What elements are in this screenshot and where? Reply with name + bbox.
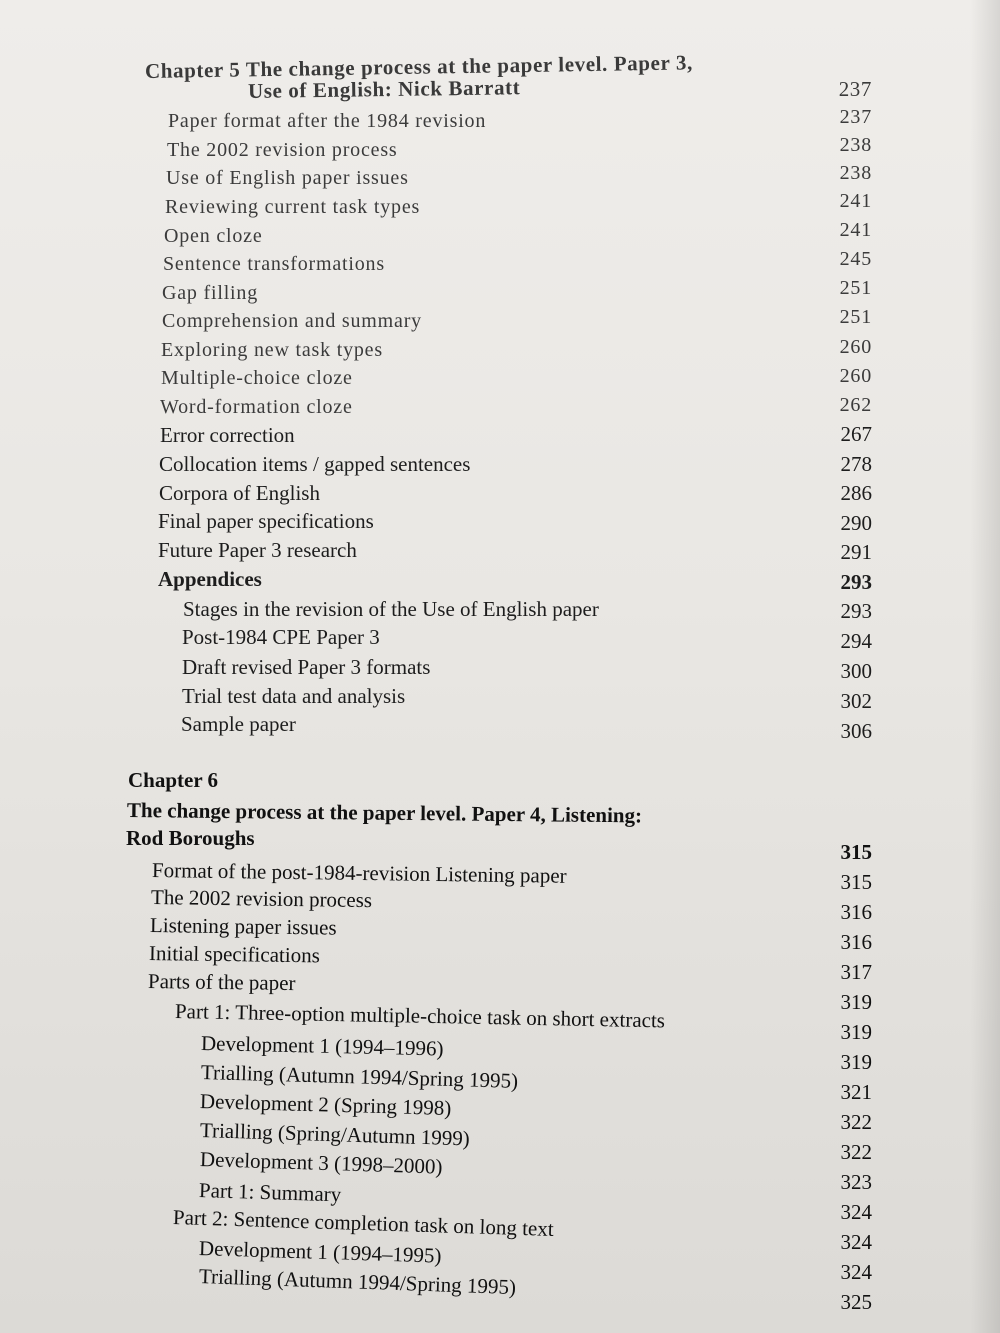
toc-entry-label: Parts of the paper — [147, 969, 296, 996]
toc-entry-label: Stages in the revision of the Use of English paper — [183, 597, 599, 621]
toc-entry-label: Trial test data and analysis — [182, 684, 406, 708]
toc-entry — [183, 596, 599, 622]
toc-entry-page: 237 — [839, 106, 872, 128]
toc-entry — [162, 308, 422, 334]
toc-entry-label: Word-formation cloze — [160, 396, 353, 418]
toc-entry-label: Trialling (Autumn 1994/Spring 1995) — [198, 1264, 517, 1300]
chapter-6-heading-text-2: The change process at the paper level. Paper 4, Listening: — [126, 798, 643, 828]
toc-entry — [199, 1177, 342, 1207]
toc-entry — [201, 1030, 444, 1061]
toc-entry-label: Open cloze — [164, 225, 263, 247]
toc-entry-label: Format of the post-1984-revision Listening paper — [151, 858, 567, 888]
toc-entry-label: Trialling (Autumn 1994/Spring 1995) — [200, 1060, 519, 1093]
toc-entry-label: Development 2 (Spring 1998) — [199, 1089, 452, 1121]
chapter-5-heading-text-1: Chapter 5 The change process at the paper level. Paper 3, — [144, 50, 694, 83]
toc-entry-label: The 2002 revision process — [167, 139, 398, 161]
toc-entry — [168, 108, 486, 134]
toc-entry — [166, 165, 409, 191]
toc-entry-page: 241 — [839, 219, 872, 241]
toc-entry-page: 260 — [839, 336, 872, 358]
toc-entry-label: Paper format after the 1984 revision — [168, 110, 487, 132]
toc-entry — [167, 137, 398, 163]
toc-entry — [200, 1146, 443, 1180]
toc-entry — [181, 711, 296, 737]
toc-entry-label: Sample paper — [181, 712, 296, 736]
chapter-6-heading-line-1 — [128, 767, 218, 793]
toc-entry-page: 324 — [840, 1230, 872, 1254]
toc-entry-page: 251 — [839, 306, 872, 328]
toc-entry — [160, 394, 353, 420]
toc-entry-page: 324 — [840, 1260, 872, 1284]
toc-entry-page: 300 — [840, 659, 872, 683]
toc-entry-label: Development 1 (1994–1996) — [200, 1031, 444, 1061]
toc-entry-page: 306 — [840, 719, 872, 743]
chapter-5-heading-page: 237 — [838, 77, 872, 101]
toc-entry — [165, 194, 420, 220]
toc-entry-label: Part 1: Summary — [198, 1178, 342, 1207]
toc-entry — [182, 624, 380, 650]
toc-entry-page: 260 — [839, 365, 872, 387]
toc-entry-page: 238 — [839, 162, 872, 184]
chapter-5-heading-text-2: Use of English: Nick Barratt — [247, 75, 521, 103]
toc-entry — [164, 223, 263, 249]
toc-entry — [182, 683, 405, 709]
toc-entry-page: 245 — [839, 248, 872, 270]
toc-entry-page: 315 — [840, 870, 872, 894]
toc-entry-page: 319 — [840, 1020, 872, 1044]
toc-entry — [175, 998, 665, 1033]
toc-entry-label: Final paper specifications — [158, 509, 374, 533]
toc-entry-label: Part 1: Three-option multiple-choice task on short extracts — [174, 999, 666, 1033]
toc-entry-label: Use of English paper issues — [166, 167, 409, 189]
toc-entry — [150, 912, 337, 941]
toc-entry-label: Appendices — [158, 567, 262, 591]
toc-entry-page: 321 — [840, 1080, 872, 1104]
toc-entry — [159, 480, 320, 506]
toc-entry — [149, 940, 320, 968]
chapter-6-heading-line-3 — [126, 825, 255, 851]
toc-entry-page: 262 — [839, 394, 872, 416]
appendices-page: 293 — [840, 570, 872, 594]
chapter-6-heading-text-3: Rod Boroughs — [126, 826, 255, 850]
toc-entry-page: 302 — [840, 689, 872, 713]
toc-entry-page: 325 — [840, 1290, 872, 1314]
chapter-6-heading-page: 315 — [840, 840, 872, 864]
toc-entry-label: Comprehension and summary — [162, 310, 422, 332]
toc-entry — [163, 251, 385, 277]
toc-entry — [160, 422, 295, 448]
toc-entry-page: 238 — [839, 134, 872, 156]
toc-entry — [161, 337, 383, 363]
toc-entry-label: Trialling (Spring/Autumn 1999) — [199, 1118, 471, 1151]
toc-entry-label: Exploring new task types — [161, 339, 383, 361]
toc-entry-label: Draft revised Paper 3 formats — [182, 655, 431, 679]
toc-entry-page: 278 — [840, 452, 872, 476]
toc-entry — [151, 884, 372, 913]
toc-entry-page: 294 — [840, 629, 872, 653]
toc-entry — [148, 968, 296, 996]
toc-entry-label: Gap filling — [162, 282, 259, 304]
toc-entry-label: Future Paper 3 research — [158, 538, 357, 562]
toc-entry — [159, 451, 470, 477]
toc-entry — [158, 508, 374, 534]
toc-entry-page: 323 — [840, 1170, 872, 1194]
chapter-5-heading-line-2 — [248, 74, 521, 104]
toc-entry-page: 286 — [840, 481, 872, 505]
toc-entry-label: Development 1 (1994–1995) — [198, 1236, 442, 1268]
toc-entry-label: Collocation items / gapped sentences — [159, 452, 471, 476]
toc-entry-page: 322 — [840, 1140, 872, 1164]
toc-entry — [200, 1088, 452, 1121]
toc-entry-page: 267 — [840, 422, 872, 446]
toc-entry — [199, 1263, 517, 1300]
toc-entry-label: Multiple-choice cloze — [161, 367, 353, 389]
appendices-heading — [158, 566, 262, 592]
toc-entry-page: 241 — [839, 190, 872, 212]
chapter-6-heading-line-2 — [127, 797, 642, 828]
toc-entry-page: 319 — [840, 990, 872, 1014]
toc-entry — [161, 365, 353, 391]
page-edge-shadow — [970, 0, 1000, 1333]
toc-entry-page: 291 — [840, 540, 872, 564]
toc-entry-label: Initial specifications — [148, 941, 321, 968]
toc-entry-label: Listening paper issues — [149, 913, 337, 940]
toc-entry-label: Sentence transformations — [163, 253, 385, 275]
toc-entry-page: 251 — [839, 277, 872, 299]
toc-entry-label: Reviewing current task types — [165, 196, 421, 218]
toc-entry-page: 290 — [840, 511, 872, 535]
toc-entry-page: 317 — [840, 960, 872, 984]
toc-entry-label: Post-1984 CPE Paper 3 — [182, 625, 380, 649]
toc-entry-page: 316 — [840, 930, 872, 954]
toc-entry-label: Development 3 (1998–2000) — [199, 1147, 443, 1179]
toc-entry-label: The 2002 revision process — [150, 885, 373, 913]
toc-entry-page: 316 — [840, 900, 872, 924]
toc-entry-label: Part 2: Sentence completion task on long text — [172, 1205, 555, 1241]
chapter-6-heading-text-1: Chapter 6 — [128, 768, 219, 792]
toc-entry-page: 293 — [840, 599, 872, 623]
toc-entry — [162, 280, 258, 306]
toc-entry-page: 322 — [840, 1110, 872, 1134]
toc-entry-label: Error correction — [160, 423, 295, 447]
toc-entry-label: Corpora of English — [159, 481, 320, 505]
toc-entry — [182, 654, 430, 680]
toc-entry-page: 319 — [840, 1050, 872, 1074]
toc-entry-page: 324 — [840, 1200, 872, 1224]
toc-entry — [158, 537, 357, 563]
